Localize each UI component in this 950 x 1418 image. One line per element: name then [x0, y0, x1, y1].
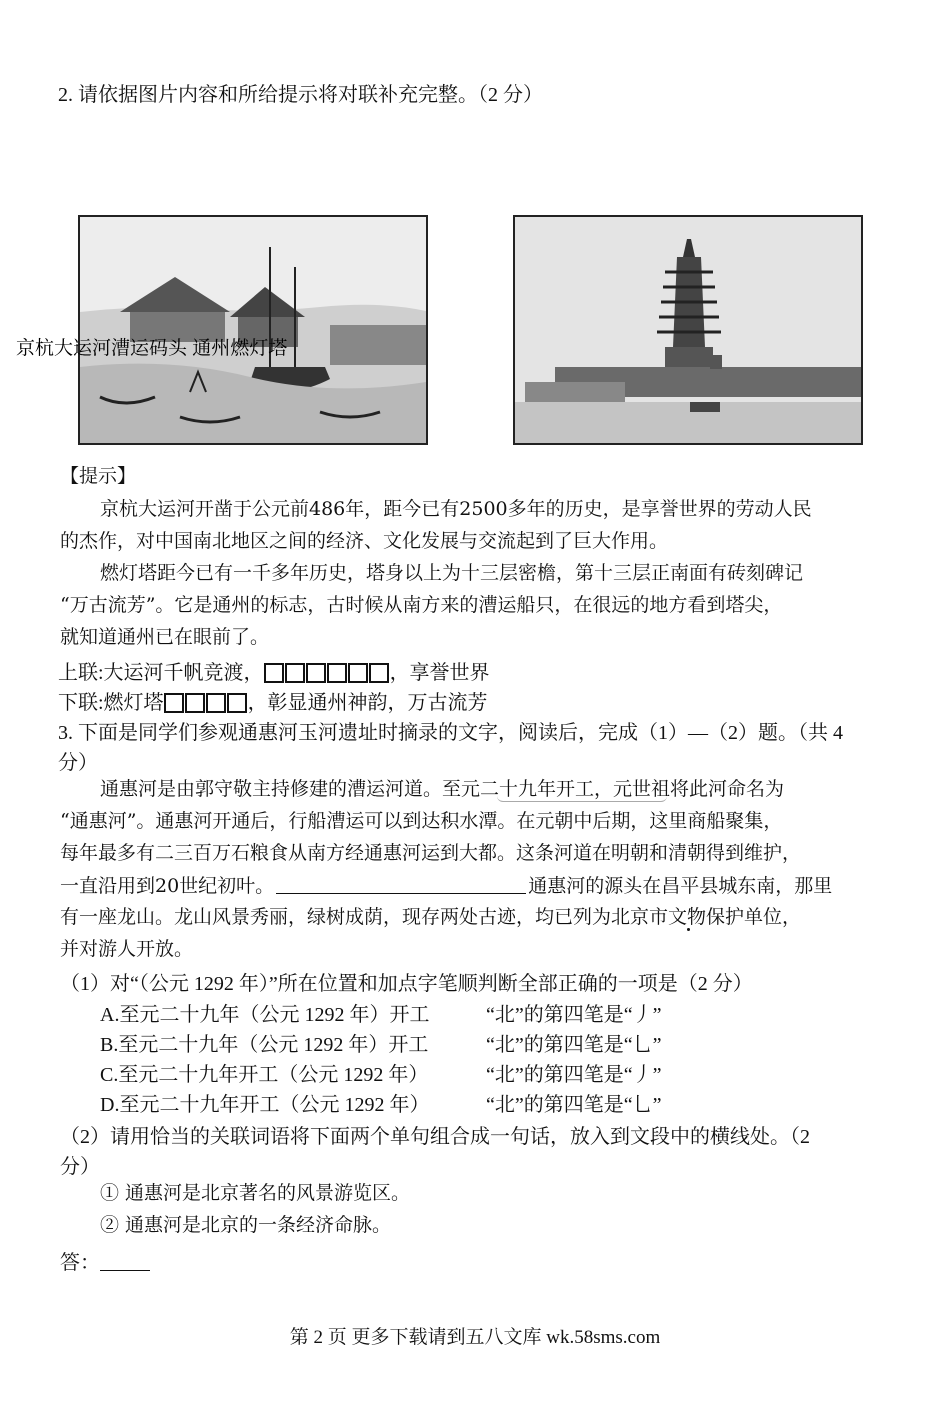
hint-paragraph-1-line-1: 京杭大运河开凿于公元前486年，距今已有2500多年的历史，是享誉世界的劳动人民	[100, 498, 812, 520]
passage-line-3: 每年最多有二三百万石粮食从南方经通惠河运到大都。这条河道在明朝和清朝得到维护，	[60, 842, 802, 864]
option-a-stroke: “北”的第四笔是“丿”	[486, 1004, 662, 1026]
option-b-text[interactable]: B.至元二十九年（公元 1292 年）开工	[100, 1034, 429, 1056]
upper-couplet-blank-boxes[interactable]	[264, 662, 390, 684]
passage-line-4	[60, 876, 832, 896]
sub1-question: （1）对“（公元 1292 年）”所在位置和加点字笔顺判断全部正确的一项是（2 分）	[60, 973, 753, 995]
lower-couplet-suffix: ，彰显通州神韵，万古流芳	[247, 692, 488, 714]
answer-blank[interactable]	[100, 1253, 150, 1271]
pagoda-photo-illustration	[515, 217, 861, 443]
page-footer: 第 2 页 更多下载请到五八文库 wk.58sms.com	[289, 1327, 661, 1348]
hint-paragraph-2-line-1: 燃灯塔距今已有一千多年历史，塔身以上为十三层密檐，第十三层正南面有砖刻碑记	[100, 562, 804, 584]
option-b-stroke: “北”的第四笔是“乚”	[486, 1034, 662, 1056]
option-d-stroke: “北”的第四笔是“乚”	[486, 1094, 662, 1116]
hint-paragraph-2-line-2: “万古流芳”。它是通州的标志，古时候从南方来的漕运船只，在很远的地方看到塔尖，	[60, 594, 783, 616]
lower-couplet	[58, 686, 488, 715]
image-caption: 京杭大运河漕运码头 通州燃灯塔	[16, 338, 288, 359]
passage-line-2: “通惠河”。通惠河开通后，行船漕运可以到达积水潭。在元朝中后期，这里商船聚集，	[60, 810, 783, 832]
lower-couplet-prefix: 下联:燃灯塔	[58, 692, 164, 714]
sub2-question-line-1: （2）请用恰当的关联词语将下面两个单句组合成一句话，放入到文段中的横线处。（2	[60, 1126, 810, 1148]
passage-line-1: 通惠河是由郭守敬主持修建的漕运河道。至元二十九年开工，元世祖将此河命名为	[100, 778, 785, 800]
wavy-underline	[497, 796, 667, 802]
hint-paragraph-2-line-3: 就知道通州已在眼前了。	[60, 626, 270, 648]
hint-paragraph-1-line-2: 的杰作，对中国南北地区之间的经济、文化发展与交流起到了巨大作用。	[60, 530, 669, 552]
sentence-2: ② 通惠河是北京的一条经济命脉。	[100, 1214, 392, 1236]
option-c-stroke: “北”的第四笔是“丿”	[486, 1064, 662, 1086]
q3-heading-line-2: 分）	[58, 752, 98, 774]
option-a-text[interactable]: A.至元二十九年（公元 1292 年）开工	[100, 1004, 430, 1026]
canal-dock-illustration	[80, 217, 426, 443]
upper-couplet	[58, 656, 490, 685]
q3-heading-line-1: 3. 下面是同学们参观通惠河玉河遗址时摘录的文字，阅读后，完成（1）—（2）题。（共 4	[58, 722, 843, 744]
pagoda-image	[513, 215, 863, 445]
option-c-text[interactable]: C.至元二十九年开工（公元 1292 年）	[100, 1064, 429, 1086]
passage-line-4-end: 通惠河的源头在昌平县城东南，那里	[528, 875, 833, 897]
canal-dock-image	[78, 215, 428, 445]
passage-answer-blank[interactable]	[276, 876, 526, 894]
sentence-1: ① 通惠河是北京著名的风景游览区。	[100, 1182, 411, 1204]
upper-couplet-suffix: ，享誉世界	[389, 662, 490, 684]
q2-heading: 2. 请依据图片内容和所给提示将对联补充完整。（2 分）	[58, 84, 543, 106]
answer-label: 答：	[60, 1252, 100, 1274]
sub2-question-line-2: 分）	[60, 1156, 100, 1178]
hint-label: 【提示】	[60, 465, 137, 487]
option-d-text[interactable]: D.至元二十九年开工（公元 1292 年）	[100, 1094, 430, 1116]
upper-couplet-prefix: 上联:大运河千帆竞渡，	[58, 662, 264, 684]
passage-line-6: 并对游人开放。	[60, 938, 194, 960]
passage-line-4-start: 一直沿用到20世纪初叶。	[60, 875, 275, 897]
emphasis-dot	[687, 928, 690, 931]
answer-row	[60, 1246, 150, 1275]
passage-line-5: 有一座龙山。龙山风景秀丽，绿树成荫，现存两处古迹，均已列为北京市文物保护单位，	[60, 906, 802, 928]
lower-couplet-blank-boxes[interactable]	[164, 692, 248, 714]
